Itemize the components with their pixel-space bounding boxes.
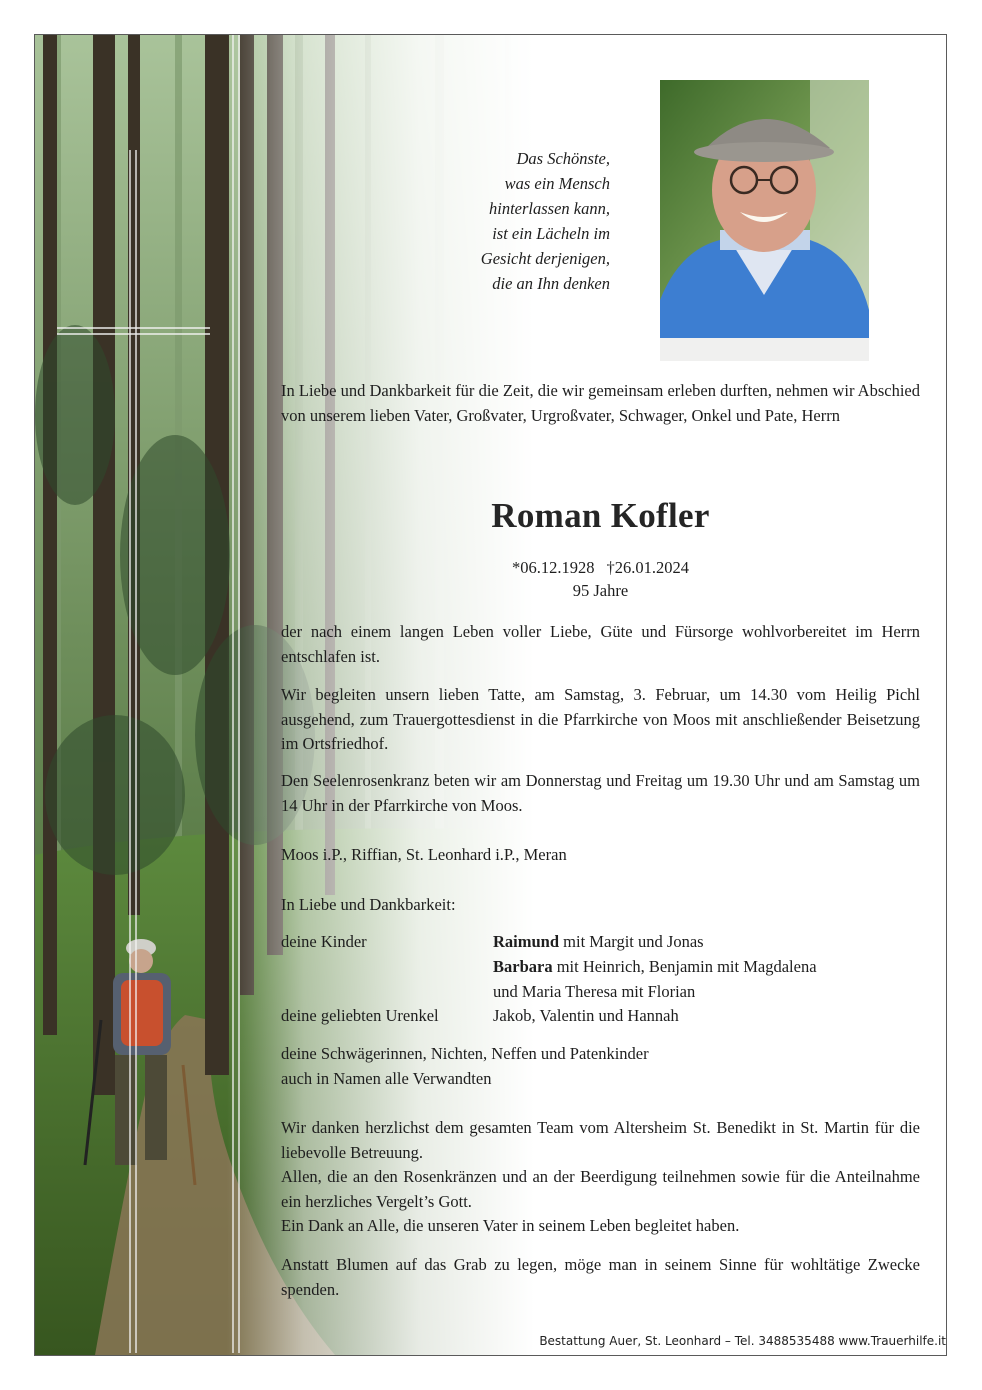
- death-date: †26.01.2024: [606, 558, 689, 577]
- thanks-all: Ein Dank an Alle, die unseren Vater in seinem Leben begleitet haben.: [281, 1216, 740, 1235]
- funeral-text: Wir begleiten unsern lieben Tatte, am Samstag, 3. Februar, um 14.30 vom Heilig Pichl ausgehend, zum Trauergottesdienst in die Pfarrkirche von Moos mit anschließender Beisetzung im Ortsfriedhof.: [281, 685, 920, 753]
- funeral-home-footer: Bestattung Auer, St. Leonhard – Tel. 3488535488 www.Trauerhilfe.it: [539, 1334, 946, 1348]
- donation-text: Anstatt Blumen auf das Grab zu legen, möge man in seinem Sinne für wohltätige Zwecke spenden.: [281, 1255, 920, 1299]
- greatgrandchildren-label: deine geliebten Urenkel: [281, 1006, 439, 1025]
- child1-family: mit Margit und Jonas: [559, 932, 704, 951]
- portrait-photo: [660, 80, 869, 361]
- intro-text: In Liebe und Dankbarkeit für die Zeit, die wir gemeinsam erleben durften, nehmen wir Abschied von unserem lieben Vater, Großvater, Urgroßvater, Schwager, Onkel und Pate, Herrn: [281, 381, 920, 425]
- birth-date: *06.12.1928: [512, 558, 595, 577]
- life-dates: [281, 556, 920, 602]
- rosary-text: Den Seelenrosenkranz beten wir am Donnerstag und Freitag um 19.30 Uhr und am Samstag um 14 Uhr in der Pfarrkirche von Moos.: [281, 771, 920, 815]
- age: 95 Jahre: [572, 581, 629, 600]
- child2-family: mit Heinrich, Benjamin mit Magdalena: [552, 957, 817, 976]
- children-label: deine Kinder: [281, 932, 367, 951]
- greatgrandchildren-names: Jakob, Valentin und Hannah: [493, 1006, 679, 1025]
- deceased-name: Roman Kofler: [491, 496, 710, 535]
- thanks-team: Wir danken herzlichst dem gesamten Team vom Altersheim St. Benedikt in St. Martin für die liebevolle Betreuung.: [281, 1118, 920, 1162]
- child1-name: Raimund: [493, 932, 560, 951]
- places-text: Moos i.P., Riffian, St. Leonhard i.P., Meran: [281, 845, 567, 864]
- child2-name: Barbara: [493, 957, 553, 976]
- passing-text: der nach einem langen Leben voller Liebe, Güte und Fürsorge wohlvorbereitet im Herrn entschlafen ist.: [281, 622, 920, 666]
- child2-family-cont: und Maria Theresa mit Florian: [493, 982, 696, 1001]
- thanks-rosary: Allen, die an den Rosenkränzen und an der Beerdigung teilnehmen sowie für die Anteilnahme ein herzliches Vergelt’s Gott.: [281, 1167, 920, 1211]
- relatives-text: deine Schwägerinnen, Nichten, Neffen und Patenkinder auch in Namen alle Verwandten: [281, 1044, 649, 1088]
- motto-quote: Das Schönste, was ein Mensch hinterlassen kann, ist ein Lächeln im Gesicht derjenigen, die an Ihn denken: [480, 149, 610, 293]
- mourners-heading: In Liebe und Dankbarkeit:: [281, 895, 456, 914]
